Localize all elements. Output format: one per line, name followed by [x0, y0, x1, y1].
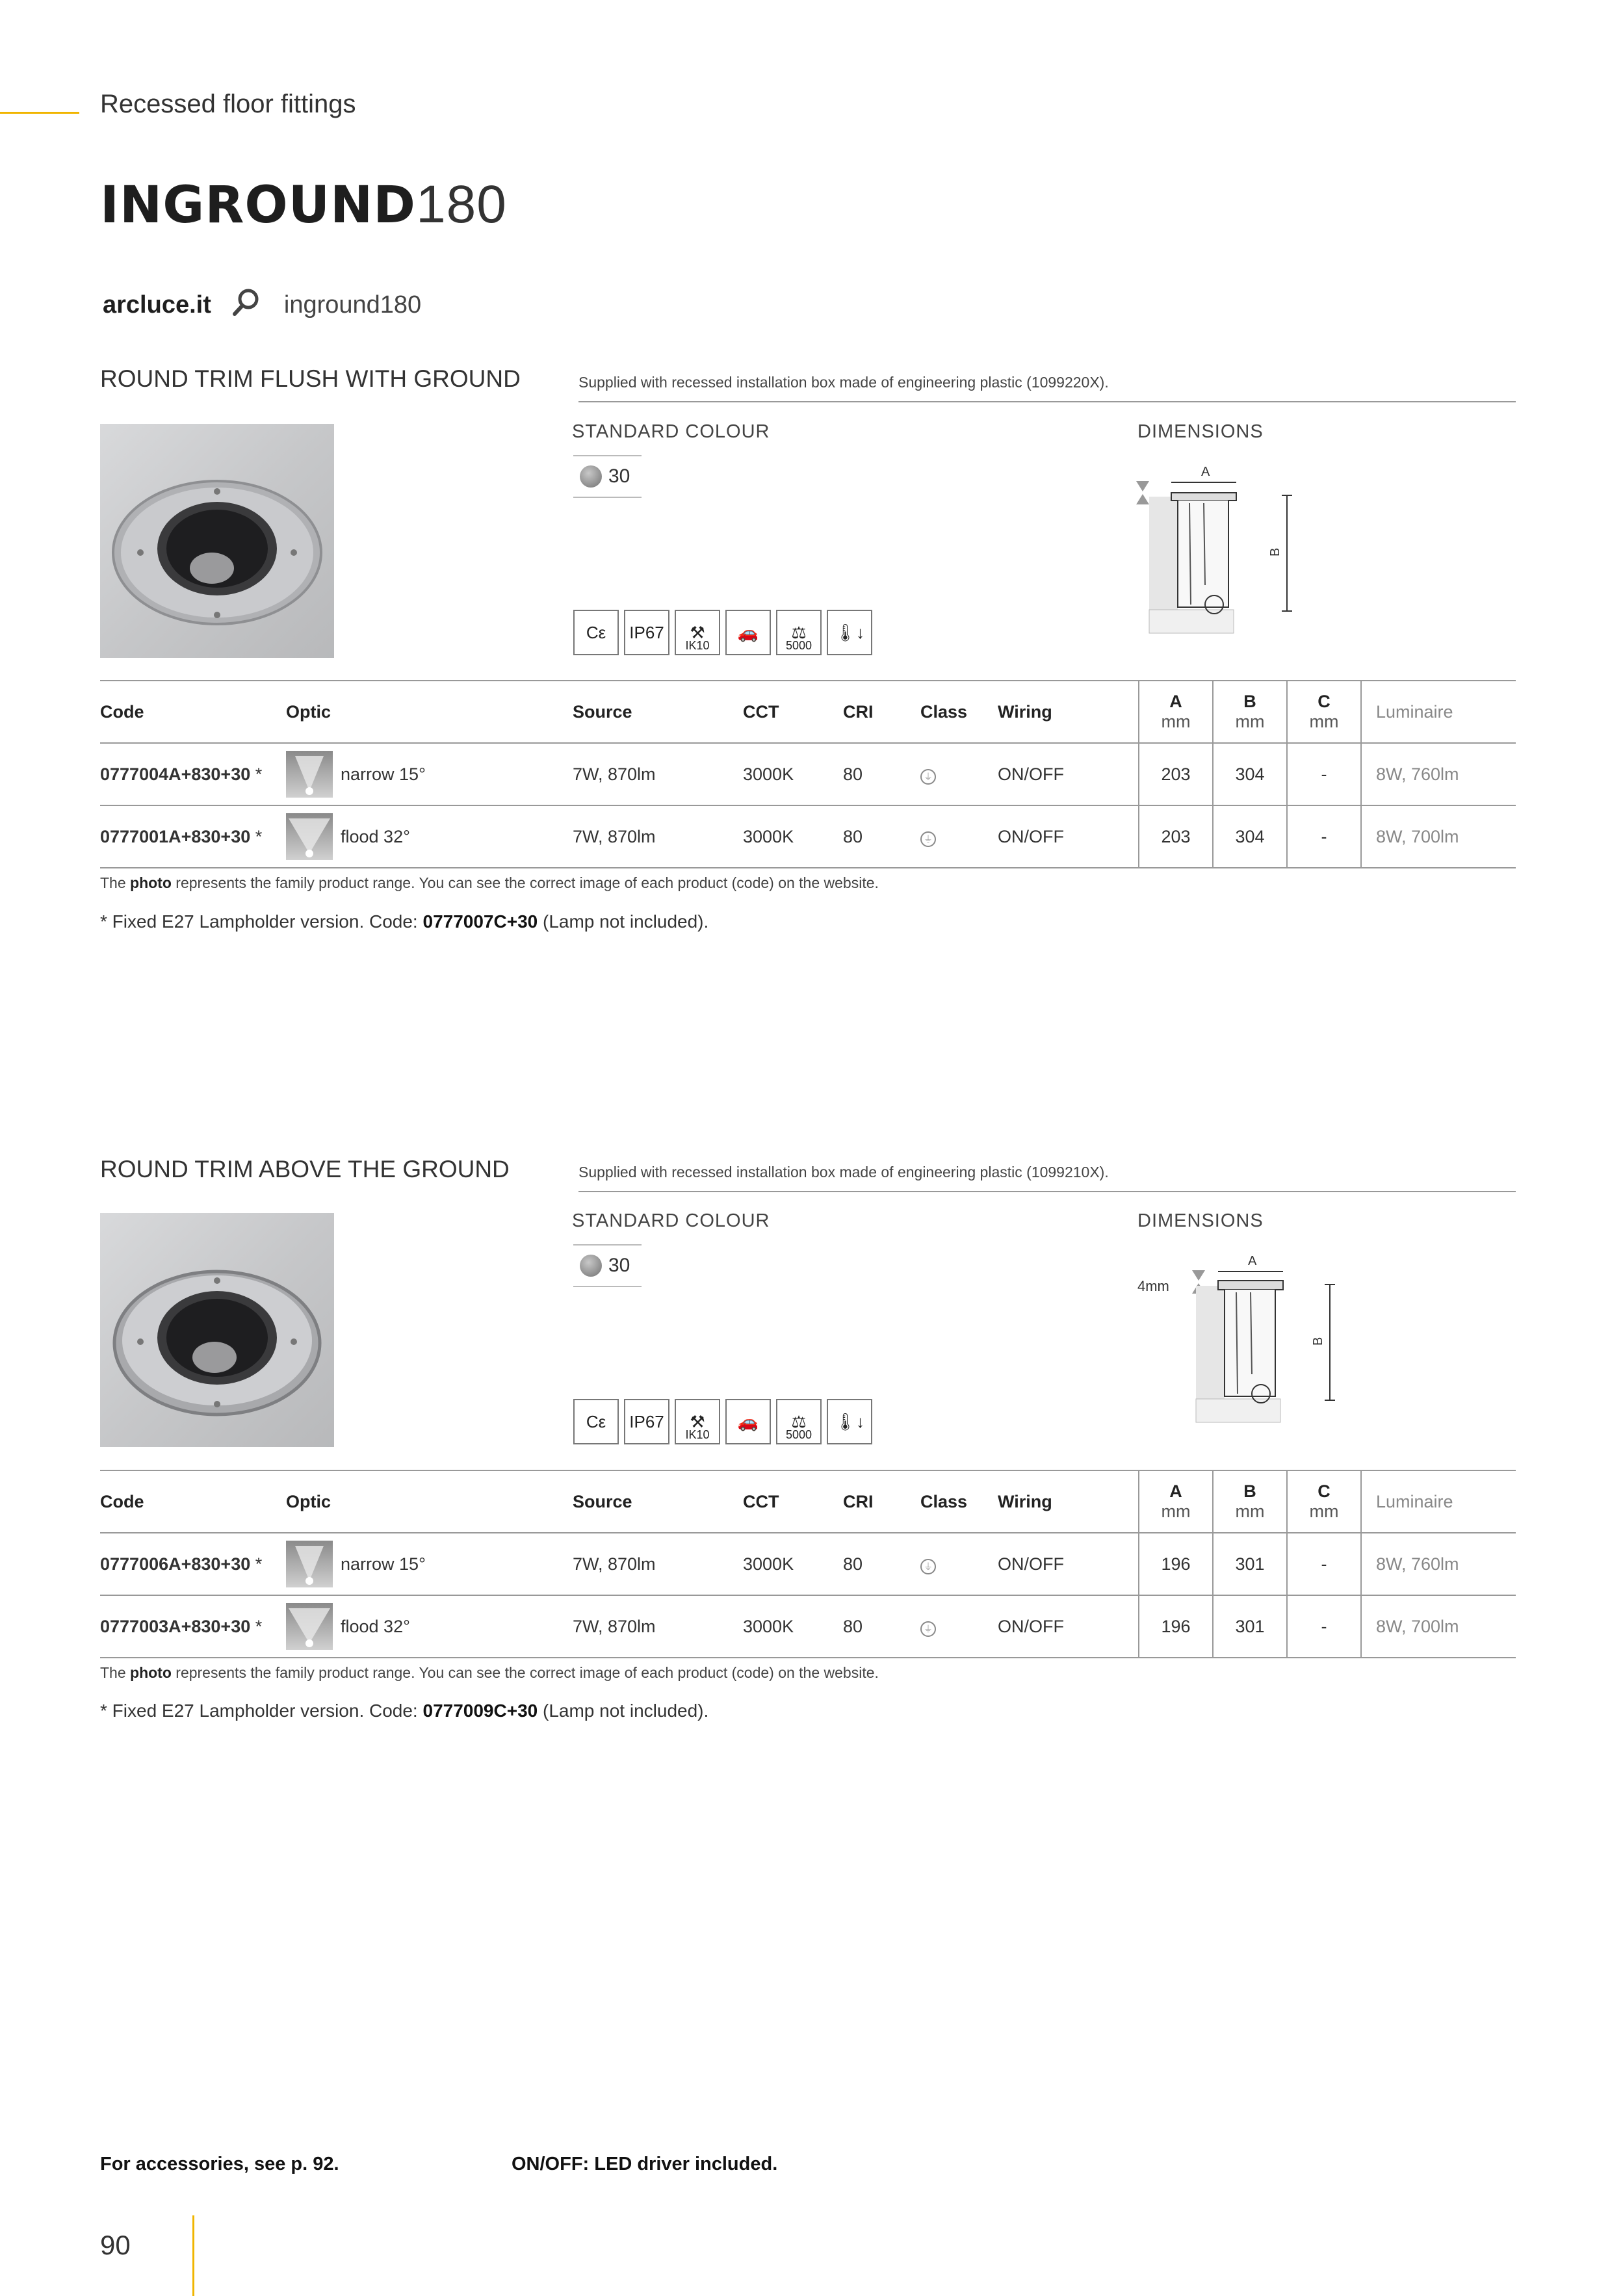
- optic-cell: [286, 805, 573, 868]
- ce-mark-icon: Cε: [573, 610, 619, 655]
- star-marker: *: [255, 1554, 263, 1574]
- section-2-cert-row: [573, 1399, 872, 1444]
- optic-cell: [286, 1533, 573, 1595]
- site-link[interactable]: arcluce.it: [103, 291, 211, 319]
- product-code[interactable]: [100, 805, 286, 868]
- photo-note-post: represents the family product range. You can see the correct image of each product (code) on the website.: [171, 1664, 879, 1681]
- class-cell: [920, 805, 998, 868]
- surface-temperature-icon: 🌡↓: [827, 1399, 872, 1444]
- cct-cell: 3000K: [743, 805, 843, 868]
- col-b: [1213, 681, 1287, 743]
- site-search-row: [103, 286, 421, 324]
- impact-rating-icon: ⚒ IK10: [675, 1399, 720, 1444]
- section-1-cert-row: [573, 610, 872, 655]
- product-code[interactable]: [100, 1533, 286, 1595]
- table-row: [100, 1595, 1516, 1658]
- luminaire-cell: 8W, 700lm: [1361, 1595, 1516, 1658]
- flood-beam-icon: [286, 813, 333, 860]
- flood-beam-icon: [286, 1603, 333, 1650]
- col-class: Class: [920, 1470, 998, 1533]
- source-cell: 7W, 870lm: [573, 1533, 743, 1595]
- col-b: [1213, 1470, 1287, 1533]
- section-2-divider: [578, 1191, 1516, 1192]
- cct-cell: 3000K: [743, 743, 843, 805]
- star-marker: *: [255, 764, 263, 784]
- product-title: [100, 174, 507, 235]
- colour-swatch-icon: [580, 1255, 602, 1277]
- section-2-title: ROUND TRIM ABOVE THE GROUND: [100, 1156, 510, 1182]
- col-wiring: Wiring: [998, 1470, 1139, 1533]
- header-accent-line: [0, 112, 79, 114]
- col-source: Source: [573, 681, 743, 743]
- col-luminaire: Luminaire: [1361, 681, 1516, 743]
- col-source: Source: [573, 1470, 743, 1533]
- col-a-unit: mm: [1161, 712, 1191, 731]
- col-b-unit: mm: [1235, 712, 1265, 731]
- fixed-note-pre: * Fixed E27 Lampholder version. Code:: [100, 911, 423, 932]
- drive-over-icon: 🚗: [725, 1399, 771, 1444]
- fixed-code: 0777007C+30: [422, 911, 538, 932]
- class-cell: [920, 1533, 998, 1595]
- col-c-unit: mm: [1309, 1502, 1339, 1521]
- section-1-supplied: Supplied with recessed installation box made of engineering plastic (1099220X).: [578, 374, 1109, 391]
- earth-class-icon: ⏚: [920, 1559, 936, 1574]
- section-2-dimensions-label: DIMENSIONS: [1137, 1210, 1264, 1231]
- col-class: Class: [920, 681, 998, 743]
- col-code: Code: [100, 681, 286, 743]
- colour-swatch-icon: [580, 465, 602, 488]
- col-c: [1287, 681, 1361, 743]
- accessories-note: For accessories, see p. 92.: [100, 2154, 339, 2174]
- photo-note-pre: The: [100, 1664, 131, 1681]
- section-1-dimension-diagram: [1131, 455, 1313, 644]
- product-title-light: 180: [416, 175, 507, 234]
- wiring-cell: ON/OFF: [998, 805, 1139, 868]
- ip-rating-label: IP67: [629, 622, 664, 642]
- photo-note-bold: photo: [130, 1664, 172, 1681]
- col-optic: Optic: [286, 681, 573, 743]
- section-1-dimension-b-label: B: [1268, 547, 1282, 556]
- earth-class-icon: ⏚: [920, 1621, 936, 1637]
- star-marker: *: [255, 826, 263, 846]
- luminaire-cell: 8W, 760lm: [1361, 743, 1516, 805]
- cct-cell: 3000K: [743, 1595, 843, 1658]
- product-code-text: 0777001A+830+30: [100, 826, 251, 846]
- colour-code: 30: [608, 465, 630, 487]
- section-1-title: ROUND TRIM FLUSH WITH GROUND: [100, 365, 521, 392]
- search-icon: [231, 286, 262, 324]
- ip-rating-label: IP67: [629, 1411, 664, 1431]
- col-c-label: C: [1318, 692, 1331, 711]
- page-number-accent-line: [192, 2215, 194, 2296]
- star-marker: *: [255, 1616, 263, 1636]
- source-cell: 7W, 870lm: [573, 743, 743, 805]
- col-b-unit: mm: [1235, 1502, 1265, 1521]
- section-2-spec-table: [100, 1470, 1516, 1658]
- ik-rating-label: IK10: [685, 1428, 710, 1441]
- cri-cell: 80: [843, 805, 920, 868]
- cri-cell: 80: [843, 743, 920, 805]
- dim-c-cell: -: [1287, 1595, 1361, 1658]
- photo-note-pre: The: [100, 874, 131, 891]
- load-rating-icon: ⚖ 5000: [776, 1399, 822, 1444]
- table-row: [100, 743, 1516, 805]
- col-a: [1139, 681, 1213, 743]
- col-code: Code: [100, 1470, 286, 1533]
- luminaire-cell: 8W, 760lm: [1361, 1533, 1516, 1595]
- class-cell: [920, 1595, 998, 1658]
- col-a-label: A: [1169, 1481, 1182, 1501]
- load-rating-label: 5000: [785, 1428, 812, 1441]
- dim-c-cell: -: [1287, 743, 1361, 805]
- col-b-label: B: [1243, 1481, 1256, 1501]
- col-a-label: A: [1169, 692, 1182, 711]
- section-1-product-photo: [100, 424, 334, 658]
- col-c-label: C: [1318, 1481, 1331, 1501]
- dim-b-cell: 301: [1213, 1595, 1287, 1658]
- onoff-note: ON/OFF: LED driver included.: [512, 2154, 778, 2174]
- section-2-dimension-b-label: B: [1311, 1337, 1325, 1346]
- cct-cell: 3000K: [743, 1533, 843, 1595]
- col-cct: CCT: [743, 681, 843, 743]
- narrow-beam-icon: [286, 751, 333, 798]
- table-row: [100, 805, 1516, 868]
- wiring-cell: ON/OFF: [998, 1595, 1139, 1658]
- ip-rating: [624, 610, 669, 655]
- section-1-colour-chip: [573, 455, 642, 498]
- section-2-standard-colour-label: STANDARD COLOUR: [572, 1210, 770, 1231]
- col-b-label: B: [1243, 692, 1256, 711]
- cri-cell: 80: [843, 1533, 920, 1595]
- optic-label: narrow 15°: [341, 764, 426, 784]
- earth-class-icon: ⏚: [920, 769, 936, 785]
- table-header-row: [100, 681, 1516, 743]
- col-a-unit: mm: [1161, 1502, 1191, 1521]
- section-1-photo-note: [100, 874, 879, 892]
- col-c: [1287, 1470, 1361, 1533]
- ik-rating-label: IK10: [685, 639, 710, 652]
- dim-a-cell: 203: [1139, 743, 1213, 805]
- product-code-text: 0777004A+830+30: [100, 764, 251, 784]
- col-c-unit: mm: [1309, 712, 1339, 731]
- product-code[interactable]: [100, 1595, 286, 1658]
- fixed-note-post: (Lamp not included).: [538, 1701, 709, 1721]
- earth-class-icon: ⏚: [920, 831, 936, 847]
- optic-label: flood 32°: [341, 1616, 410, 1636]
- dim-a-cell: 196: [1139, 1595, 1213, 1658]
- table-row: [100, 1533, 1516, 1595]
- col-cct: CCT: [743, 1470, 843, 1533]
- search-code: inground180: [283, 291, 422, 319]
- fixed-note-post: (Lamp not included).: [538, 911, 709, 932]
- optic-label: narrow 15°: [341, 1554, 426, 1574]
- product-code-text: 0777006A+830+30: [100, 1554, 251, 1574]
- section-2-fixed-note: [100, 1701, 708, 1721]
- wiring-cell: ON/OFF: [998, 1533, 1139, 1595]
- product-code-text: 0777003A+830+30: [100, 1616, 251, 1636]
- dim-a-cell: 196: [1139, 1533, 1213, 1595]
- photo-note-bold: photo: [130, 874, 172, 891]
- optic-cell: [286, 1595, 573, 1658]
- colour-code: 30: [608, 1255, 630, 1276]
- category-heading: Recessed floor fittings: [100, 90, 356, 118]
- product-title-bold: INGROUND: [100, 176, 417, 235]
- optic-cell: [286, 743, 573, 805]
- impact-rating-icon: ⚒ IK10: [675, 610, 720, 655]
- col-optic: Optic: [286, 1470, 573, 1533]
- surface-temperature-icon: 🌡↓: [827, 610, 872, 655]
- load-rating-label: 5000: [785, 639, 812, 652]
- ip-rating: [624, 1399, 669, 1444]
- dim-c-cell: -: [1287, 1533, 1361, 1595]
- col-wiring: Wiring: [998, 681, 1139, 743]
- section-2-dimension-offset-label: 4mm: [1137, 1278, 1169, 1294]
- section-1-spec-table: [100, 680, 1516, 868]
- section-2-dimension-a-label: A: [1248, 1254, 1257, 1268]
- narrow-beam-icon: [286, 1541, 333, 1587]
- table-header-row: [100, 1470, 1516, 1533]
- section-2-photo-note: [100, 1664, 879, 1682]
- col-cri: CRI: [843, 681, 920, 743]
- section-1-fixed-note: [100, 911, 708, 932]
- section-1-divider: [578, 401, 1516, 402]
- load-rating-icon: ⚖ 5000: [776, 610, 822, 655]
- col-cri: CRI: [843, 1470, 920, 1533]
- wiring-cell: ON/OFF: [998, 743, 1139, 805]
- ce-mark-icon: Cε: [573, 1399, 619, 1444]
- section-1-dimensions-label: DIMENSIONS: [1137, 421, 1264, 442]
- cri-cell: 80: [843, 1595, 920, 1658]
- section-2-colour-chip: [573, 1244, 642, 1287]
- product-code[interactable]: [100, 743, 286, 805]
- source-cell: 7W, 870lm: [573, 1595, 743, 1658]
- dim-a-cell: 203: [1139, 805, 1213, 868]
- section-1-standard-colour-label: STANDARD COLOUR: [572, 421, 770, 442]
- optic-label: flood 32°: [341, 826, 410, 846]
- fixed-code: 0777009C+30: [422, 1701, 538, 1721]
- page-number: 90: [100, 2230, 131, 2260]
- luminaire-cell: 8W, 700lm: [1361, 805, 1516, 868]
- dim-b-cell: 304: [1213, 743, 1287, 805]
- col-a: [1139, 1470, 1213, 1533]
- fixed-note-pre: * Fixed E27 Lampholder version. Code:: [100, 1701, 423, 1721]
- class-cell: [920, 743, 998, 805]
- dim-b-cell: 301: [1213, 1533, 1287, 1595]
- section-2-product-photo: [100, 1213, 334, 1447]
- photo-note-post: represents the family product range. You can see the correct image of each product (code) on the website.: [171, 874, 879, 891]
- drive-over-icon: 🚗: [725, 610, 771, 655]
- section-2-dimension-diagram: [1131, 1244, 1352, 1433]
- dim-c-cell: -: [1287, 805, 1361, 868]
- section-2-supplied: Supplied with recessed installation box made of engineering plastic (1099210X).: [578, 1164, 1109, 1181]
- section-1-dimension-a-label: A: [1201, 465, 1210, 479]
- source-cell: 7W, 870lm: [573, 805, 743, 868]
- dim-b-cell: 304: [1213, 805, 1287, 868]
- col-luminaire: Luminaire: [1361, 1470, 1516, 1533]
